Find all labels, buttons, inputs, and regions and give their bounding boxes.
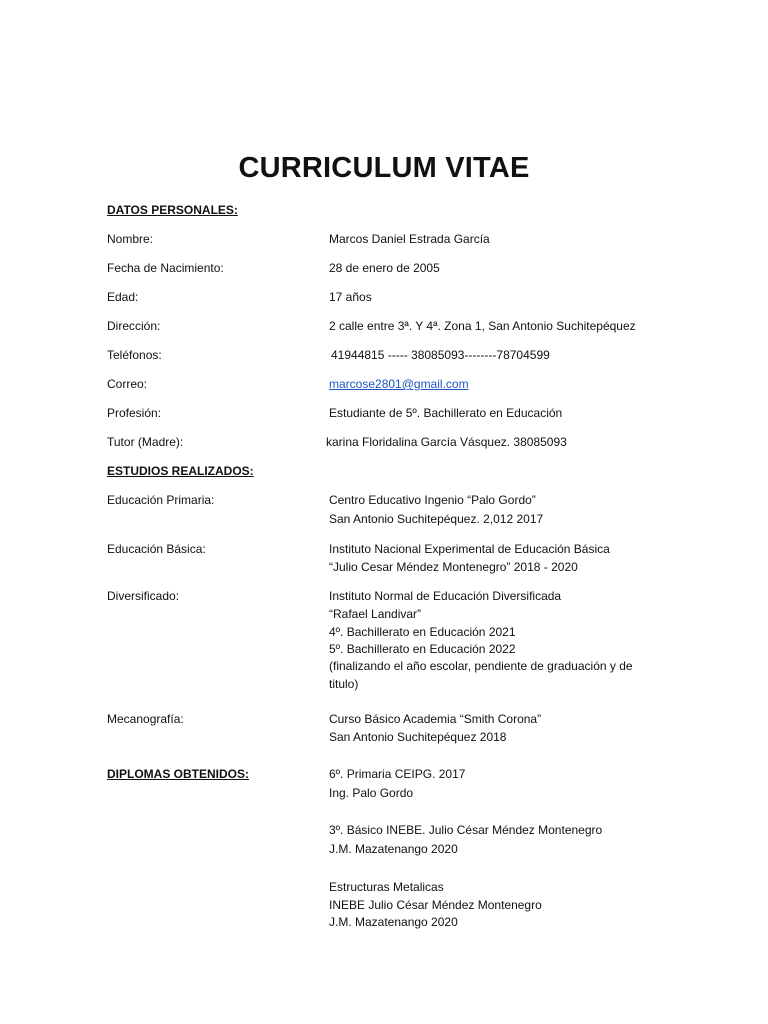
diploma-1-line1: 6º. Primaria CEIPG. 2017 <box>329 767 466 781</box>
value-direccion: 2 calle entre 3ª. Y 4ª. Zona 1, San Antonio Suchitepéquez <box>329 319 636 333</box>
diploma-1-line2: Ing. Palo Gordo <box>329 786 414 800</box>
value-diversificado-line4: 5º. Bachillerato en Educación 2022 <box>329 642 516 656</box>
value-diversificado-line6: titulo) <box>329 677 359 691</box>
value-nombre: Marcos Daniel Estrada García <box>329 232 490 246</box>
section-heading-datos-personales: DATOS PERSONALES: <box>107 203 238 217</box>
document-title: CURRICULUM VITAE <box>238 152 530 184</box>
diploma-2-line2: J.M. Mazatenango 2020 <box>329 842 458 856</box>
value-diversificado-line3: 4º. Bachillerato en Educación 2021 <box>329 625 516 639</box>
email-link[interactable]: marcose2801@gmail.com <box>329 377 469 391</box>
label-educacion-basica: Educación Básica: <box>107 542 206 556</box>
section-heading-diplomas: DIPLOMAS OBTENIDOS: <box>107 767 250 781</box>
label-nombre: Nombre: <box>107 232 154 246</box>
diploma-3-line1: Estructuras Metalicas <box>329 880 444 894</box>
value-fecha-nacimiento: 28 de enero de 2005 <box>329 261 440 275</box>
label-fecha-nacimiento: Fecha de Nacimiento: <box>107 261 224 275</box>
label-correo: Correo: <box>107 377 148 391</box>
value-primaria-line2: San Antonio Suchitepéquez. 2,012 2017 <box>329 512 544 526</box>
diploma-3-line2: INEBE Julio César Méndez Montenegro <box>329 898 542 912</box>
value-diversificado-line2: “Rafael Landivar” <box>329 607 422 621</box>
label-profesion: Profesión: <box>107 406 162 420</box>
label-edad: Edad: <box>107 290 139 304</box>
label-telefonos: Teléfonos: <box>107 348 162 362</box>
label-direccion: Dirección: <box>107 319 161 333</box>
value-primaria-line1: Centro Educativo Ingenio “Palo Gordo” <box>329 493 536 507</box>
value-diversificado-line5: (finalizando el año escolar, pendiente de graduación y de <box>329 659 633 673</box>
value-basica-line1: Instituto Nacional Experimental de Educación Básica <box>329 542 610 556</box>
value-tutor: karina Floridalina García Vásquez. 38085093 <box>326 435 567 449</box>
diploma-3-line3: J.M. Mazatenango 2020 <box>329 915 458 929</box>
value-mecanografia-line1: Curso Básico Academia “Smith Corona” <box>329 712 542 726</box>
section-heading-estudios: ESTUDIOS REALIZADOS: <box>107 464 254 478</box>
label-mecanografia: Mecanografía: <box>107 712 184 726</box>
value-edad: 17 años <box>329 290 372 304</box>
label-diversificado: Diversificado: <box>107 589 180 603</box>
diploma-2-line1: 3º. Básico INEBE. Julio César Méndez Montenegro <box>329 823 603 837</box>
value-profesion: Estudiante de 5º. Bachillerato en Educación <box>329 406 563 420</box>
value-mecanografia-line2: San Antonio Suchitepéquez 2018 <box>329 730 507 744</box>
value-diversificado-line1: Instituto Normal de Educación Diversificada <box>329 589 562 603</box>
label-educacion-primaria: Educación Primaria: <box>107 493 215 507</box>
label-tutor: Tutor (Madre): <box>107 435 184 449</box>
value-basica-line2: “Julio Cesar Méndez Montenegro” 2018 - 2020 <box>329 560 578 574</box>
value-telefonos: 41944815 ----- 38085093--------78704599 <box>331 348 550 362</box>
